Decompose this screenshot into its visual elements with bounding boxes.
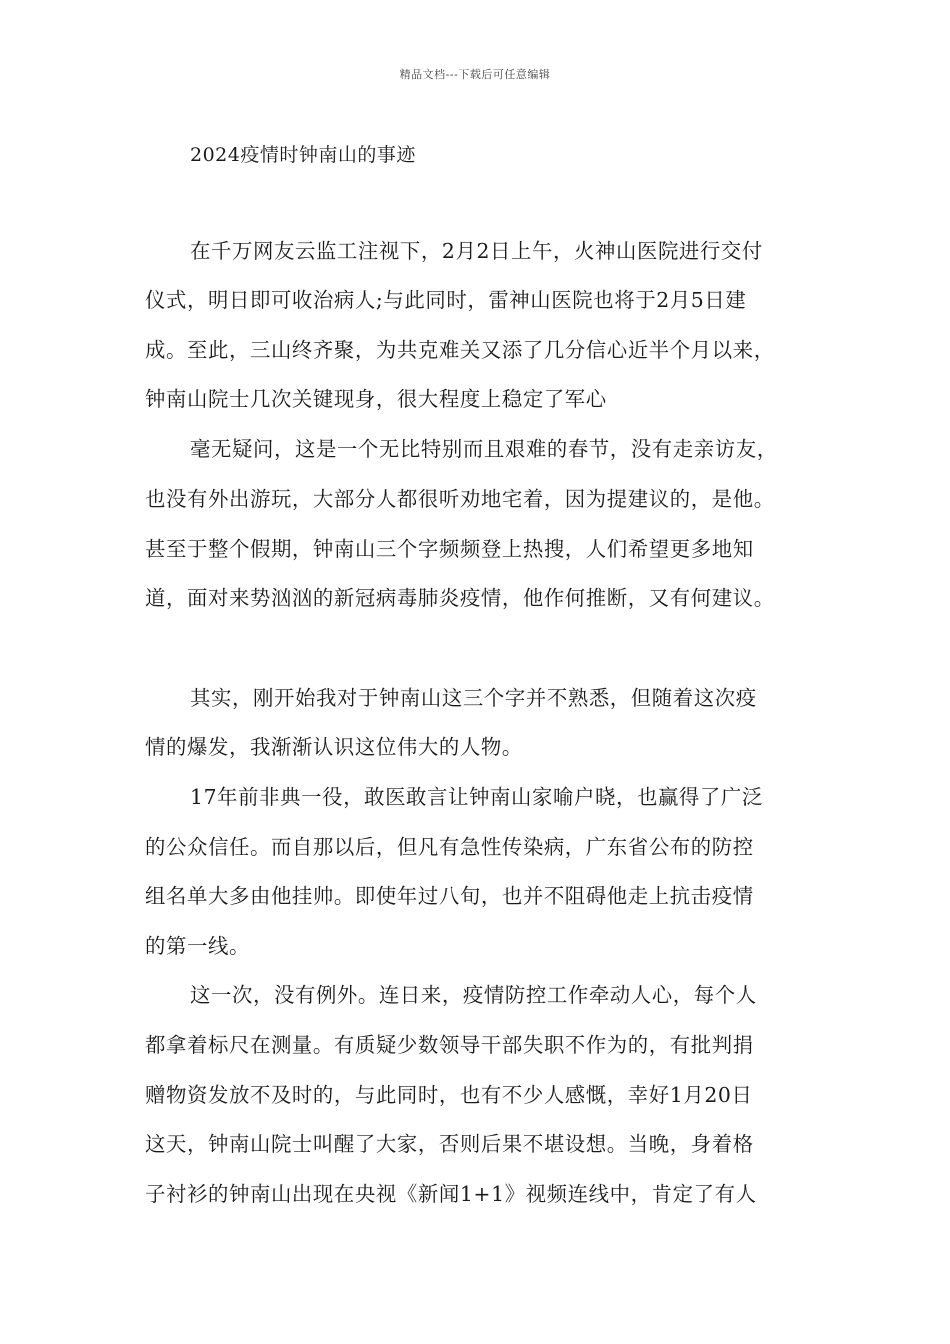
paragraph-line: 情的爆发，我渐渐认识这位伟大的人物。: [145, 735, 523, 759]
paragraph-line: 的第一线。: [145, 934, 250, 958]
paragraph-line: 钟南山院士几次关键现身，很大程度上稳定了军心: [145, 387, 607, 411]
paragraph-line: 毫无疑问，这是一个无比特别而且艰难的春节，没有走亲访友，: [190, 437, 778, 461]
paragraph-line: 其实，刚开始我对于钟南山这三个字并不熟悉，但随着这次疫: [190, 686, 757, 710]
paragraph-line: 道，面对来势汹汹的新冠病毒肺炎疫情，他作何推断，又有何建议。: [145, 586, 775, 610]
document-title: 2024疫情时钟南山的事迹: [190, 144, 416, 166]
paragraph-line: 17年前非典一役，敢医敢言让钟南山家喻户晓，也赢得了广泛: [190, 785, 763, 809]
header-note: 精品文档---下载后可任意编辑: [399, 68, 551, 81]
paragraph-line: 这天，钟南山院士叫醒了大家，否则后果不堪设想。当晚，身着格: [145, 1132, 754, 1156]
paragraph-line: 甚至于整个假期，钟南山三个字频频登上热搜，人们希望更多地知: [145, 537, 754, 561]
paragraph-line: 的公众信任。而自那以后，但凡有急性传染病，广东省公布的防控: [145, 835, 754, 859]
paragraph-line: 也没有外出游玩，大部分人都很听劝地宅着，因为提建议的，是他。: [145, 487, 775, 511]
paragraph-line: 赠物资发放不及时的，与此同时，也有不少人感慨，幸好1月20日: [145, 1083, 753, 1107]
paragraph-line: 仪式，明日即可收治病人;与此同时，雷神山医院也将于2月5日建: [145, 288, 747, 312]
paragraph-line: 子衬衫的钟南山出现在央视《新闻1+1》视频连线中，肯定了有人: [145, 1182, 757, 1206]
paragraph-line: 成。至此，三山终齐聚，为共克难关又添了几分信心近半个月以来，: [145, 338, 775, 362]
paragraph-line: 这一次，没有例外。连日来，疫情防控工作牵动人心，每个人: [190, 983, 757, 1007]
paragraph-line: 在千万网友云监工注视下，2月2日上午，火神山医院进行交付: [190, 239, 763, 263]
paragraph-line: 都拿着标尺在测量。有质疑少数领导干部失职不作为的，有批判捐: [145, 1033, 754, 1057]
paragraph-line: 组名单大多由他挂帅。即使年过八旬，也并不阻碍他走上抗击疫情: [145, 884, 754, 908]
